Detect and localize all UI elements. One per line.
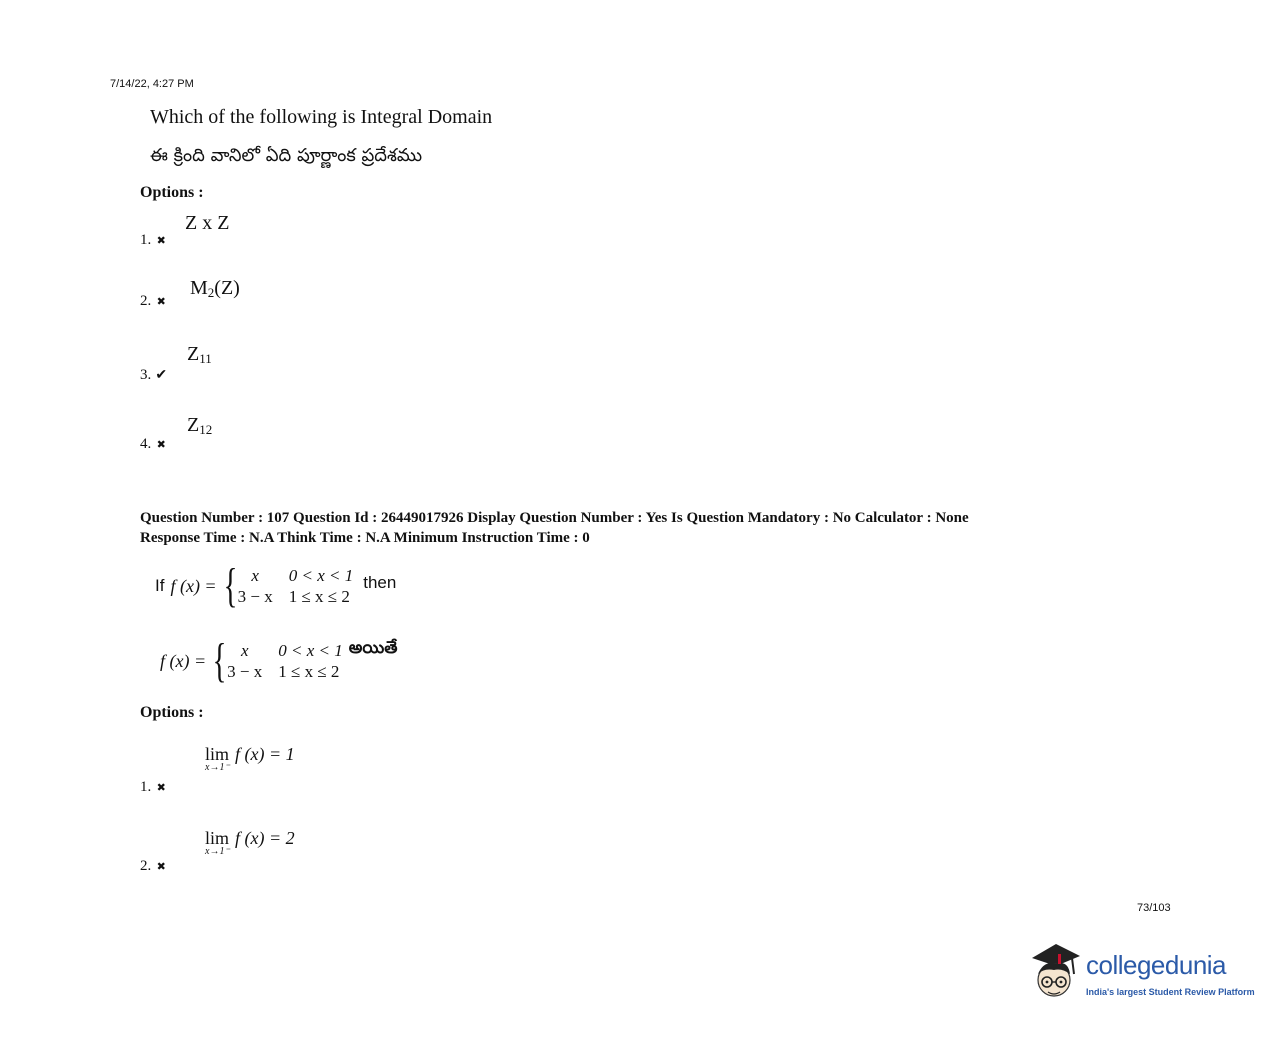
cross-icon: ✖ xyxy=(156,439,166,451)
option-value-3: $Z_{11}$ xyxy=(187,343,212,366)
question-formula-english: If f (x) = { x 0 < x < 1 3 − x 1 ≤ x ≤ 2 then xyxy=(155,559,397,612)
option-row-3[interactable] xyxy=(140,367,167,384)
question-text-telugu: ఈ క్రింది వానిలో ఏది పూర్ణాంక ప్రదేశము xyxy=(150,145,423,166)
question-text-english: Which of the following is Integral Domain xyxy=(150,106,493,128)
collegedunia-logo: collegedunia India's largest Student Review Platform xyxy=(1026,940,1256,1006)
question-formula-telugu: f (x) = { x 0 < x < 1 3 − x 1 ≤ x ≤ 2 అయితే xyxy=(160,634,398,687)
option-number: 1. xyxy=(140,779,152,795)
option-number: 2. xyxy=(140,858,152,874)
option-value-2: $M_2(Z)$ xyxy=(190,277,240,300)
option-value-1: lim f (x) = 1 x→1⁻ xyxy=(205,744,295,773)
option-number: 1. xyxy=(140,232,152,248)
question-meta-line-1: Question Number : 107 Question Id : 26449017926 Display Question Number : Yes Is Question Mandatory : No Calculator : None xyxy=(140,510,969,526)
option-value-1: Z x Z xyxy=(185,212,230,234)
option-row-2[interactable] xyxy=(140,858,167,875)
cross-icon: ✖ xyxy=(156,782,166,794)
print-timestamp: 7/14/22, 4:27 PM xyxy=(110,78,194,90)
page-number: 73/103 xyxy=(1137,902,1171,914)
option-number: 2. xyxy=(140,293,152,309)
cross-icon: ✖ xyxy=(156,861,166,873)
cross-icon: ✖ xyxy=(156,296,166,308)
option-row-1[interactable] xyxy=(140,232,167,249)
option-row-4[interactable] xyxy=(140,436,167,453)
option-number: 3. xyxy=(140,367,152,383)
mascot-icon xyxy=(1026,940,1084,1006)
option-row-2[interactable] xyxy=(140,293,167,310)
option-row-1[interactable] xyxy=(140,779,167,796)
question-meta-line-2: Response Time : N.A Think Time : N.A Minimum Instruction Time : 0 xyxy=(140,530,590,546)
option-value-2: lim f (x) = 2 x→1⁻ xyxy=(205,828,295,857)
options-heading: Options : xyxy=(140,704,204,721)
check-icon: ✔ xyxy=(155,368,168,383)
option-number: 4. xyxy=(140,436,152,452)
options-heading: Options : xyxy=(140,184,204,201)
option-value-4: $Z_{12}$ xyxy=(187,414,213,437)
cross-icon: ✖ xyxy=(156,235,166,247)
